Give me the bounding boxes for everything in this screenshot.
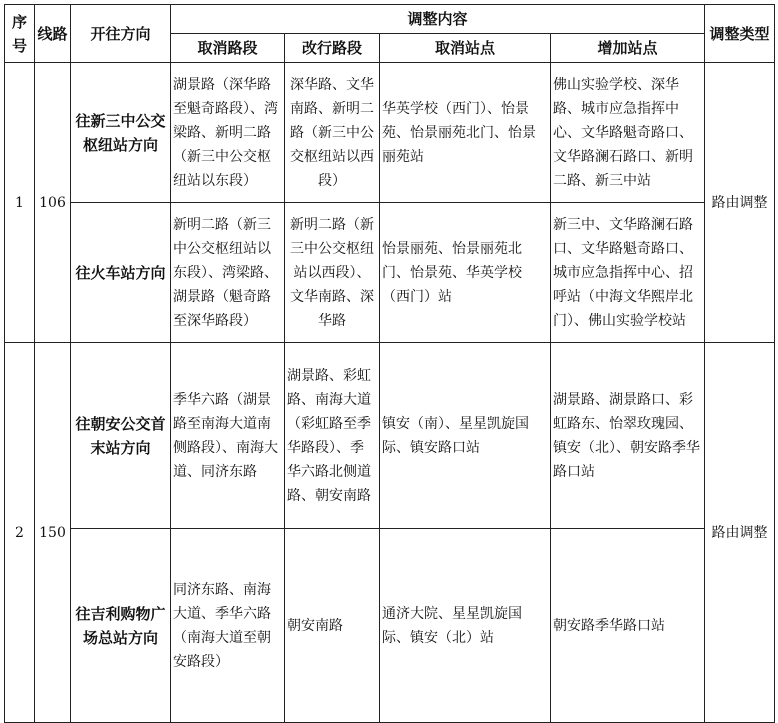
cancel-stops-cell: 通济大院、星星凯旋国际、镇安（北）站 xyxy=(380,529,551,723)
adjust-type-cell: 路由调整 xyxy=(705,63,775,343)
header-adjust-content: 调整内容 xyxy=(171,5,705,34)
add-stops-cell: 佛山实验学校、深华路、城市应急指挥中心、文华路魁奇路口、文华路澜石路口、新明二路、新三中站 xyxy=(551,63,705,203)
table-row xyxy=(5,343,775,529)
line-cell: 106 xyxy=(35,63,71,343)
table-row xyxy=(5,203,775,343)
reroute-segment-cell: 深华路、文华南路、新明二路（新三中公交枢纽站以西段） xyxy=(285,63,380,203)
header-adjust-type: 调整类型 xyxy=(705,5,775,63)
cancel-segment-cell: 湖景路（深华路至魁奇路段）、湾梁路、新明二路（新三中公交枢纽站以东段） xyxy=(171,63,285,203)
header-reroute-segment: 改行路段 xyxy=(285,34,380,63)
direction-cell: 往吉利购物广场总站方向 xyxy=(71,529,171,723)
direction-cell: 往新三中公交枢纽站方向 xyxy=(71,63,171,203)
add-stops-cell: 新三中、文华路澜石路口、文华路魁奇路口、城市应急指挥中心、招呼站（中海文华熙岸北门）、佛山实验学校站 xyxy=(551,203,705,343)
header-cancel-segment: 取消路段 xyxy=(171,34,285,63)
cancel-segment-cell: 同济东路、南海大道、季华六路（南海大道至朝安路段） xyxy=(171,529,285,723)
add-stops-cell: 湖景路、湖景路口、彩虹路东、怡翠玫瑰园、镇安（北）、朝安路季华路口站 xyxy=(551,343,705,529)
table-row xyxy=(5,529,775,723)
header-seq: 序号 xyxy=(5,5,35,63)
header-cancel-stops: 取消站点 xyxy=(380,34,551,63)
header-add-stops: 增加站点 xyxy=(551,34,705,63)
cancel-stops-cell: 怡景丽苑、怡景丽苑北门、怡景苑、华英学校（西门）站 xyxy=(380,203,551,343)
cancel-stops-cell: 华英学校（西门）、怡景苑、怡景丽苑北门、怡景丽苑站 xyxy=(380,63,551,203)
direction-cell: 往火车站方向 xyxy=(71,203,171,343)
direction-cell: 往朝安公交首末站方向 xyxy=(71,343,171,529)
adjust-type-cell: 路由调整 xyxy=(705,343,775,723)
reroute-segment-cell: 湖景路、彩虹路、南海大道（彩虹路至季华路段）、季华六路北侧道路、朝安南路 xyxy=(285,343,380,529)
cancel-stops-cell: 镇安（南）、星星凯旋国际、镇安路口站 xyxy=(380,343,551,529)
cancel-segment-cell: 季华六路（湖景路至南海大道南侧路段）、南海大道、同济东路 xyxy=(171,343,285,529)
seq-cell: 2 xyxy=(5,343,35,723)
route-adjustment-table xyxy=(4,4,775,723)
cancel-segment-cell: 新明二路（新三中公交枢纽站以东段）、湾梁路、湖景路（魁奇路至深华路段） xyxy=(171,203,285,343)
line-cell: 150 xyxy=(35,343,71,723)
add-stops-cell: 朝安路季华路口站 xyxy=(551,529,705,723)
header-route: 线路 xyxy=(35,5,71,63)
header-direction: 开往方向 xyxy=(71,5,171,63)
seq-cell: 1 xyxy=(5,63,35,343)
table-row xyxy=(5,63,775,203)
reroute-segment-cell: 新明二路（新三中公交枢纽站以西段）、文华南路、深华路 xyxy=(285,203,380,343)
reroute-segment-cell: 朝安南路 xyxy=(285,529,380,723)
